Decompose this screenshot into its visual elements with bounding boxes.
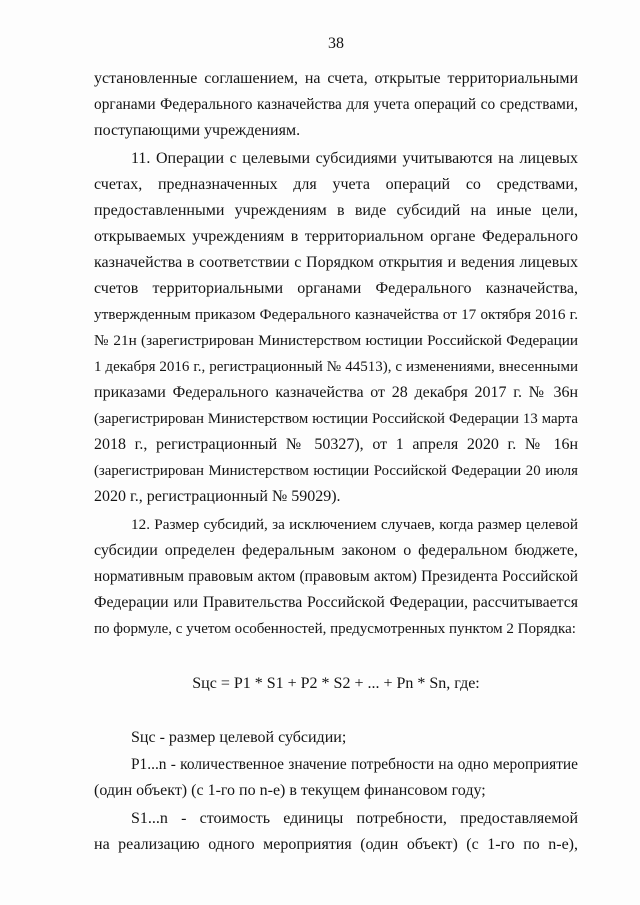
text-line: утвержденным приказом Федерального казначейства от 17 октября 2016 г. [94, 306, 578, 323]
page-number: 38 [328, 35, 344, 52]
paragraph-continuation [94, 66, 578, 144]
text-line: (один объект) (с 1-го по n-е) в текущем финансовом году; [94, 782, 486, 799]
text-line: Федерации или Правительства Российской Федерации, рассчитывается [94, 594, 578, 611]
text-line: поступающими учреждениям. [94, 122, 301, 139]
text-line: S1...n - стоимость единицы потребности, предоставляемой [131, 810, 578, 827]
paragraph-11 [94, 146, 578, 510]
text-line: предоставленными учреждениям в виде субсидий на иные цели, [94, 202, 578, 219]
text-line: 1 декабря 2016 г., регистрационный № 44513), с изменениями, внесенными [94, 359, 578, 375]
text-line: приказами Федерального казначейства от 28 декабря 2017 г. № 36н [94, 384, 578, 401]
text-line: 12. Размер субсидий, за исключением случаев, когда размер целевой [131, 516, 578, 533]
text-line: 2020 г., регистрационный № 59029). [94, 488, 341, 505]
text-line: 11. Операции с целевыми субсидиями учитываются на лицевых [131, 150, 578, 167]
definition-s [94, 725, 578, 751]
text-line: субсидии определен федеральным законом о федеральном бюджете, [94, 542, 578, 559]
text-line: нормативным правовым актом (правовым актом) Президента Российской [94, 568, 578, 585]
text-line: открываемых учреждениям в территориальном органе Федерального [94, 228, 578, 245]
definition-p [94, 752, 578, 804]
text-line: Sцс - размер целевой субсидии; [131, 729, 347, 746]
text-line: счетов территориальными органами Федерального казначейства, [94, 280, 578, 297]
text-line: счетах, предназначенных для учета операций со средствами, [94, 176, 578, 193]
text-line: (зарегистрирован Министерством юстиции Российской Федерации 20 июля [94, 463, 578, 479]
text-line: казначейства в соответствии с Порядком открытия и ведения лицевых [94, 254, 578, 271]
formula [94, 671, 578, 697]
text-line: (зарегистрирован Министерством юстиции Российской Федерации 13 марта [94, 411, 578, 427]
text-line: P1...n - количественное значение потребности на одно мероприятие [131, 756, 578, 773]
formula-line: Sцс = P1 * S1 + P2 * S2 + ... + Pn * Sn, где: [192, 675, 480, 692]
paragraph-12 [94, 512, 578, 642]
text-line: органами Федерального казначейства для учета операций со средствами, [94, 96, 578, 113]
text-line: № 21н (зарегистрирован Министерством юстиции Российской Федерации [94, 332, 578, 349]
definition-s1 [94, 806, 578, 858]
text-line: на реализацию одного мероприятия (один объект) (с 1-го по n-е), [94, 836, 578, 853]
text-line: по формуле, с учетом особенностей, предусмотренных пунктом 2 Порядка: [94, 621, 576, 637]
text-line: 2018 г., регистрационный № 50327), от 1 апреля 2020 г. № 16н [94, 436, 578, 453]
text-line: установленные соглашением, на счета, открытые территориальными [94, 70, 578, 87]
